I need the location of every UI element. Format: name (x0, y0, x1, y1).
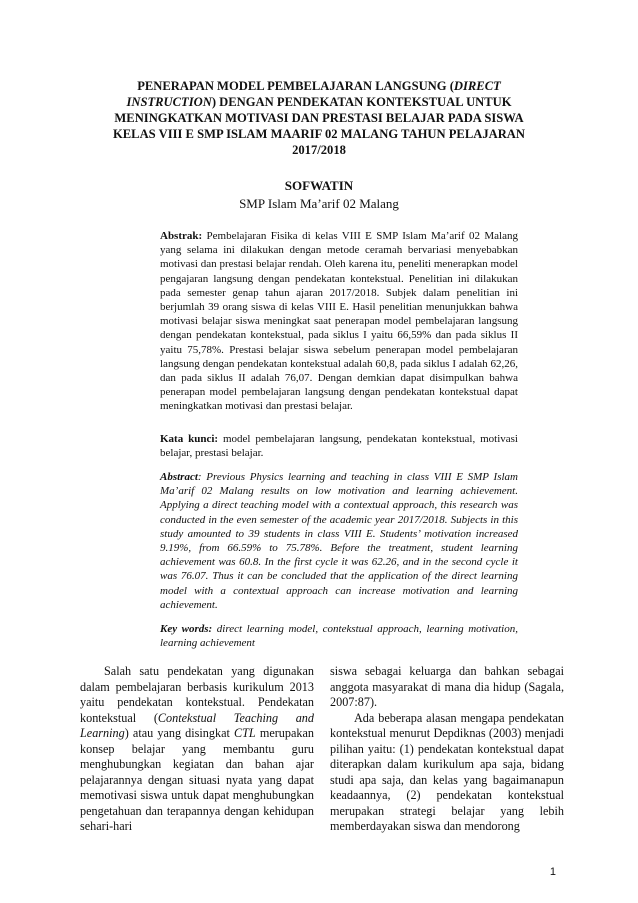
body-column-right (330, 664, 564, 835)
title-part-2: ) DENGAN PENDEKATAN KONTEKSTUAL UNTUK MENINGKATKAN MOTIVASI DAN PRESTASI BELAJAR PADA SISWA KELAS VIII E SMP ISLAM MAARIF 02 MALANG TAHUN PELAJARAN 2017/2018 (112, 95, 525, 157)
abstract-indonesian-text: Pembelajaran Fisika di kelas VIII E SMP Islam Ma’arif 02 Malang yang selama ini dilakukan dengan metode ceramah bervariasi menyebabkan motivasi dan prestasi belajar rendah. Oleh karena itu, peneliti menerapkan model pengajaran langsung dengan pendekatan kontekstual. Penelitian ini dilakukan pada semester genap tahun ajaran 2017/2018. Subjek dalam penelitian ini berjumlah 39 orang siswa di kelas VIII E. Hasil penelitian menunjukkan bahwa motivasi belajar siswa meningkat saat penerapan model pembelajaran langsung dengan pendekatan kontekstual, pada siklus I yaitu 66,59% dan pada siklus II yaitu 75,78%. Prestasi belajar siswa sebelum penerapan model pembelajaran langsung dengan pendekatan kontekstual adalah 60,8, pada siklus I adalah 62,26, dan pada siklus II adalah 76,07. Dengan demkian dapat disimpulkan bahwa penerapan model pembelajaran langsung dengan pendekatan kontekstual dapat meningkatkan motivasi dan prestasi belajar. (160, 230, 518, 413)
body-italic-ctl: CTL (234, 726, 256, 740)
body-paragraph (80, 664, 314, 835)
author-name: SOFWATIN (284, 178, 354, 193)
page-number: 1 (549, 866, 556, 878)
body-text: Salah satu pendekatan yang digunakan dalam pembelajaran berbasis kurikulum 2013 yaitu pendekatan kontekstual. Pendekatan kontekstual ( (80, 664, 314, 725)
abstract-english-text: : Previous Physics learning and teaching in class VIII E SMP Islam Ma’arif 02 Malang results on low motivation and learning achievement. Applying a direct teaching model with a contextual approach, this research was conducted in the even semester of the academic year 2017/2018. Subjects in this study amounted to 39 students in class VIII E. Students’ motivation increased 9.19%, from 66.59% to 75.78%. Before the treatment, student learning achievement was 60.8. In the first cycle it was 62.26, and in the second cycle it was 76.07. Thus it can be concluded that the application of the direct learning model with a contextual approach can increase motivation and learning achievement. (160, 471, 518, 611)
body-text: ) atau yang disingkat (124, 726, 235, 740)
abstract-indonesian-label: Abstrak: (160, 230, 203, 242)
keywords-indonesian (160, 432, 518, 460)
body-column-left (80, 664, 314, 835)
keywords-english (160, 622, 518, 650)
title-italic-direct-instruction: DIRECT INSTRUCTION (126, 79, 501, 109)
keywords-indonesian-text: model pembelajaran langsung, pendekatan kontekstual, motivasi belajar, prestasi belajar. (160, 433, 518, 460)
paper-title (110, 78, 528, 158)
abstract-english-label: Abstract (160, 471, 198, 483)
title-part-1: PENERAPAN MODEL PEMBELAJARAN LANGSUNG ( (137, 79, 454, 93)
keywords-english-label: Key words: (160, 623, 213, 635)
body-paragraph: Ada beberapa alasan mengapa pendekatan kontekstual menurut Depdiknas (2003) menjadi pilihan yaitu: (1) pendekatan kontekstual dapat diterapkan dalam kurikulum apa saja, bidang studi apa saja, dan kelas yang bagaimanapun keadaannya, (2) pendekatan kontekstual merupakan strategi belajar yang lebih memberdayakan siswa dan mendorong (330, 710, 564, 833)
body-paragraph: siswa sebagai keluarga dan bahkan sebagai anggota masyarakat di mana dia hidup (Sagala, 2007:87). (330, 664, 564, 709)
keywords-english-text: direct learning model, contekstual approach, learning motivation, learning achievement (160, 623, 518, 650)
abstract-indonesian (160, 229, 518, 414)
body-text: merupakan konsep belajar yang membantu guru menghubungkan kegiatan dan bahan ajar pelajarannya dengan situasi nyata yang dapat memotivasi siswa untuk dapat menghubungkan pengetahuan dan terapannya dengan kehidupan sehari-hari (80, 726, 314, 833)
keywords-indonesian-label: Kata kunci: (160, 433, 219, 445)
body-italic-ctl-term: Contekstual Teaching and Learning (80, 710, 314, 740)
abstract-english (160, 470, 518, 612)
author-affiliation: SMP Islam Ma’arif 02 Malang (239, 196, 399, 211)
